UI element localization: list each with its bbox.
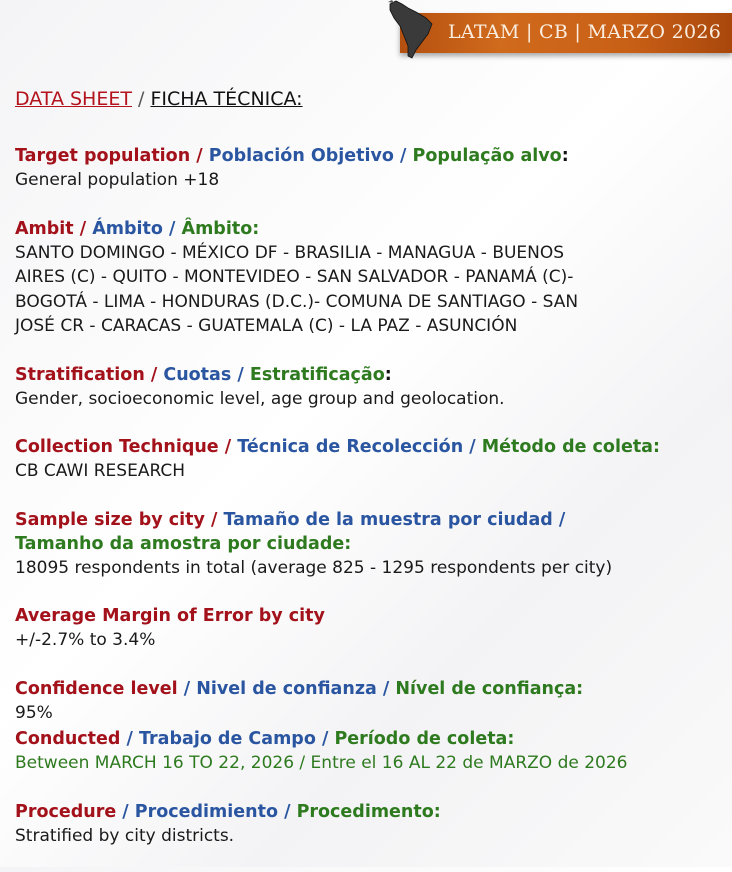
section-body-line: AIRES (C) - QUITO - MONTEVIDEO - SAN SALVADOR - PANAMÁ (C)- bbox=[15, 267, 574, 287]
heading-en: Procedure bbox=[15, 801, 117, 822]
section-body: CB CAWI RESEARCH bbox=[15, 461, 186, 481]
title-en: DATA SHEET bbox=[15, 88, 132, 110]
heading-sep: / bbox=[73, 218, 93, 239]
heading-es: Trabajo de Campo bbox=[139, 729, 316, 749]
section-margin-of-error bbox=[15, 604, 720, 653]
section-body-line: BOGOTÁ - LIMA - HONDURAS (D.C.)- COMUNA DE SANTIAGO - SAN bbox=[15, 291, 579, 312]
heading-sep: / bbox=[190, 146, 209, 166]
section-body: Stratified by city districts. bbox=[15, 825, 235, 846]
section-heading bbox=[15, 677, 720, 701]
section-collection-technique bbox=[15, 435, 720, 484]
page-title bbox=[15, 88, 720, 110]
section-body: General population +18 bbox=[15, 170, 220, 190]
heading-es: Tamaño de la muestra por ciudad bbox=[223, 509, 553, 530]
section-confidence-level bbox=[15, 677, 720, 726]
section-heading bbox=[15, 604, 720, 628]
section-ambit bbox=[15, 217, 720, 339]
heading-es: Población Objetivo bbox=[208, 146, 394, 166]
heading-pt: Procedimento: bbox=[296, 801, 441, 822]
heading-es: Ámbito bbox=[92, 218, 163, 239]
heading-sep: / bbox=[204, 509, 224, 530]
heading-sep: / bbox=[218, 437, 238, 457]
heading-es: Cuotas bbox=[163, 364, 232, 385]
heading-en: Collection Technique bbox=[15, 437, 219, 457]
heading-pt: Método de coleta bbox=[481, 437, 653, 457]
heading-pt: Nível de confiança: bbox=[395, 678, 584, 699]
heading-sep: / bbox=[278, 801, 297, 822]
title-separator: / bbox=[131, 88, 151, 110]
section-heading bbox=[15, 508, 720, 532]
section-heading bbox=[15, 363, 720, 387]
section-heading bbox=[15, 800, 720, 824]
section-sample-size bbox=[15, 508, 720, 581]
heading-sep: / bbox=[376, 678, 396, 699]
heading-pt: População alvo bbox=[412, 146, 562, 166]
heading-colon: : bbox=[384, 364, 392, 385]
heading-sep: / bbox=[393, 146, 413, 166]
south-america-map-icon bbox=[386, 0, 434, 60]
section-heading bbox=[15, 727, 720, 751]
heading-sep: / bbox=[231, 364, 250, 385]
heading-en: Sample size by city bbox=[15, 509, 205, 530]
section-body: 95% bbox=[15, 702, 53, 723]
section-body: +/-2.7% to 3.4% bbox=[15, 630, 156, 650]
heading-en: Conducted bbox=[15, 729, 121, 749]
section-body-line: SANTO DOMINGO - MÉXICO DF - BRASILIA - MANAGUA - BUENOS bbox=[15, 242, 565, 263]
heading-es: Procedimiento bbox=[134, 801, 278, 822]
heading-es: Técnica de Recolección bbox=[237, 437, 464, 457]
title-es: FICHA TÉCNICA: bbox=[150, 88, 303, 110]
heading-sep: / bbox=[116, 801, 135, 822]
heading-sep: / bbox=[177, 678, 197, 699]
section-heading bbox=[15, 144, 720, 168]
section-heading bbox=[15, 217, 720, 241]
heading-en: Stratification bbox=[15, 364, 145, 385]
section-stratification bbox=[15, 363, 720, 412]
heading-sep: / bbox=[463, 437, 482, 457]
banner-text: LATAM | CB | MARZO 2026 bbox=[448, 21, 722, 43]
section-heading-line2 bbox=[15, 532, 720, 556]
section-body-line: JOSÉ CR - CARACAS - GUATEMALA (C) - LA PAZ - ASUNCIÓN bbox=[15, 316, 518, 336]
heading-pt: Estratificação bbox=[249, 364, 385, 385]
heading-sep: / bbox=[144, 364, 164, 385]
heading-pt: Período de coleta: bbox=[334, 729, 515, 749]
section-procedure bbox=[15, 800, 720, 849]
heading-sep: / bbox=[315, 729, 335, 749]
heading-en: Ambit bbox=[15, 218, 74, 239]
heading-pt: Âmbito: bbox=[181, 218, 260, 239]
section-target-population bbox=[15, 144, 720, 193]
header-banner bbox=[400, 13, 732, 53]
heading-sep: / bbox=[552, 509, 566, 530]
section-body: Between MARCH 16 TO 22, 2026 / Entre el 16 AL 22 de MARZO de 2026 bbox=[15, 753, 628, 773]
heading-en: Confidence level bbox=[15, 678, 178, 699]
heading-en: Average Margin of Error by city bbox=[15, 606, 325, 626]
heading-sep: / bbox=[162, 218, 182, 239]
heading-es: Nivel de confianza bbox=[196, 678, 377, 699]
heading-en: Target population bbox=[15, 146, 191, 166]
heading-colon: : bbox=[653, 437, 660, 457]
section-heading bbox=[15, 435, 720, 459]
section-body: Gender, socioeconomic level, age group and geolocation. bbox=[15, 388, 505, 409]
data-sheet bbox=[15, 88, 720, 872]
heading-colon: : bbox=[561, 146, 569, 166]
section-body: 18095 respondents in total (average 825 - 1295 respondents per city) bbox=[15, 557, 613, 578]
section-conducted bbox=[15, 727, 720, 776]
heading-pt: Tamanho da amostra por ciudade: bbox=[15, 533, 352, 554]
heading-sep: / bbox=[120, 729, 140, 749]
